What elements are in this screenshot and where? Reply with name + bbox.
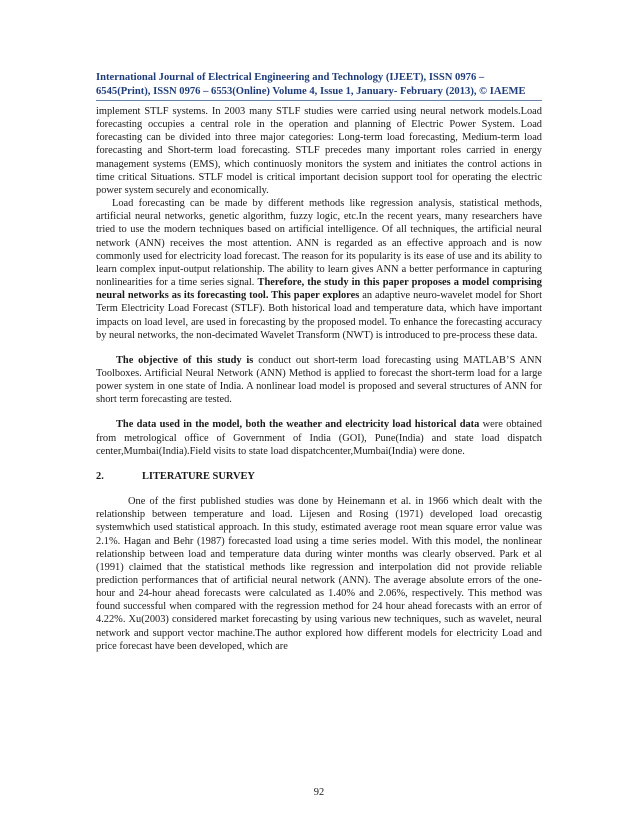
article-body <box>96 105 542 653</box>
paragraph-data-source <box>96 418 542 457</box>
methods-text: Load forecasting can be made by different methods like regression analysis, statistical methods, artificial neural networks, genetic algorithm, fuzzy logic, etc.In the recent years, many researchers have tried to use the modern techniques based on artificial intelligence. Of all techniques, the artificial neural network (ANN) receives the most attention. ANN is regarded as an effective approach and is now commonly used for electricity load forecast. The reason for its popularity is its ease of use and its ability to learn complex input-output relationship. The ability to learn gives ANN a better performance in capturing nonlinearities for a time series signal. <box>96 198 542 289</box>
objective-text: conduct out short-term load forecasting using MATLAB’S ANN Toolboxes. Artificial Neural Network (ANN) Method is applied to forecast the short-term load for a large power system in one state of India. A nonlinear load model is proposed and several structures of ANN for short term forecasting are tested. <box>96 354 542 406</box>
section-heading <box>96 470 542 483</box>
paragraph-literature-survey: One of the first published studies was done by Heinemann et al. in 1966 which dealt with the relationship between temperature and load. Lijesen and Rosing (1971) developed load orecastig systemwhich used statistical approach. In this study, estimated average root mean square error value was 2.1%. Hagan and Behr (1987) forecasted load using a time series model. With this model, the nonlinear relationship between load and temperature data during winter months was clearly observed. Park et al (1991) claimed that the statistical methods like regression and interpolation did not provide reliable prediction performances that of artificial neural network (ANN). The average absolute errors of the one-hour and 24-hour ahead forecasts were calculated as 1.40% and 2.06%, respectively. This method was found successful when compared with the regression method for 24 hour ahead forecasts with an error of 4.22%. Xu(2003) considered market forecasting by using various new techniques, such as wavelet, neural network and support vector machine.The author explored how different models for electricity Load and price forecast have been developed, which are <box>96 496 542 652</box>
journal-header <box>96 71 542 99</box>
paragraph-stlf-intro: implement STLF systems. In 2003 many STLF studies were carried using neural network models.Load forecasting occupies a central role in the operation and planning of Electric Power System. Load forecasting can be divided into three major categories: Long-term load forecasting, Medium-term load forecasting and Short-term load forecasting. STLF precedes many important roles carried in energy management systems (EMS), which continuosly monitors the system and initiates the control actions in time critical Situations. STLF model is critical important decision support tool for operating the electric power system securely and economically. <box>96 106 542 196</box>
data-source-bold-text: The data used in the model, both the weather and electricity load historical data <box>116 419 480 431</box>
data-source-text: were obtained from metrological office of Government of India (GOI), Pune(India) and state load dispatch center,Mumbai(India).Field visits to state load dispatchcenter,Mumbai(India) were done. <box>96 419 542 457</box>
objective-bold-text: The objective of this study is <box>116 354 254 366</box>
methods-tail-text: an adaptive neuro-wavelet model for Short Term Electricity Load Forecast (STLF). Both historical load and temperature data, which have important impacts on load level, are used in forecasting by the proposed model. To enhance the forecasting accuracy by neural networks, the non-decimated Wavelet Transform (NWT) is introduced to pre-process these data. <box>96 290 542 341</box>
section-number: 2. <box>96 470 104 482</box>
journal-header-line-1: International Journal of Electrical Engineering and Technology (IJEET), ISSN 0976 – <box>96 72 485 83</box>
paragraph-load-forecasting-methods <box>96 197 542 342</box>
paragraph-objective <box>96 354 542 407</box>
section-title: LITERATURE SURVEY <box>142 470 255 482</box>
page-number: 92 <box>313 787 325 798</box>
methods-bold-text: Therefore, the study in this paper proposes a model comprising neural networks as its forecasting tool. This paper explores <box>96 277 542 302</box>
journal-header-line-2: 6545(Print), ISSN 0976 – 6553(Online) Volume 4, Issue 1, January- February (2013), © IAEME <box>96 86 526 97</box>
header-divider <box>96 100 542 101</box>
